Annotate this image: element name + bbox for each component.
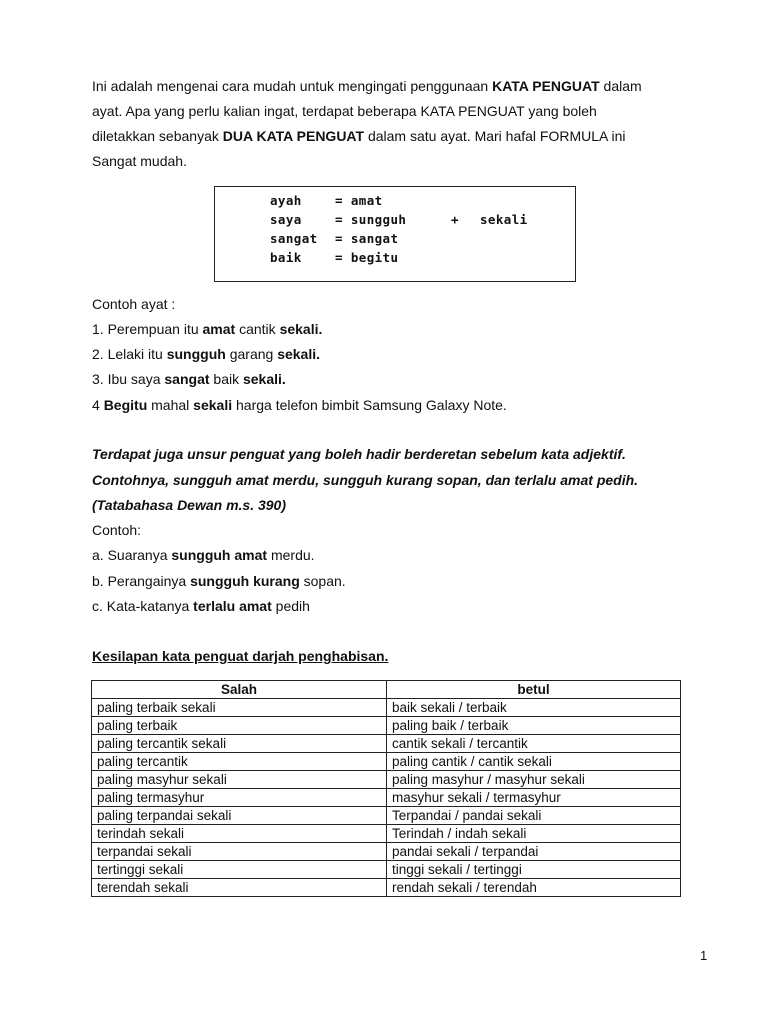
example-text: 3. Ibu saya <box>92 371 165 387</box>
formula-equivalent: = amat <box>335 193 383 208</box>
table-row <box>92 879 681 897</box>
example-text: cantik <box>235 321 280 337</box>
table-row <box>92 825 681 843</box>
example-text: garang <box>225 346 278 362</box>
formula-word: saya <box>270 212 302 227</box>
table-title: Kesilapan kata penguat darjah penghabisan. <box>92 648 389 664</box>
column-header-betul: betul <box>387 681 681 699</box>
example-sentence-4 <box>92 396 507 414</box>
cell-betul: cantik sekali / tercantik <box>387 735 681 753</box>
cell-betul: tinggi sekali / tertinggi <box>387 861 681 879</box>
intro-emphasis: DUA KATA PENGUAT <box>222 128 365 144</box>
example-text: harga telefon bimbit Samsung Galaxy Note. <box>232 397 507 413</box>
cell-betul: rendah sekali / terendah <box>387 879 681 897</box>
table-row <box>92 699 681 717</box>
cell-betul: paling masyhur / masyhur sekali <box>387 771 681 789</box>
cell-betul: paling baik / terbaik <box>387 717 681 735</box>
cell-betul: Terindah / indah sekali <box>387 825 681 843</box>
example-keyword: terlalu amat <box>193 598 272 614</box>
column-header-salah: Salah <box>92 681 387 699</box>
example-keyword: sekali. <box>277 346 321 362</box>
example-text: a. Suaranya <box>92 547 172 563</box>
example-text: 1. Perempuan itu <box>92 321 203 337</box>
table-row <box>92 807 681 825</box>
example-sentence-3 <box>92 370 286 388</box>
example2-item-c <box>92 597 310 615</box>
example-keyword: Begitu <box>103 397 148 413</box>
table-row <box>92 753 681 771</box>
example-sentence-2 <box>92 345 320 363</box>
intro-emphasis: KATA PENGUAT <box>492 78 600 94</box>
cell-salah: paling terbaik <box>92 717 387 735</box>
note-reference: (Tatabahasa Dewan m.s. 390) <box>92 497 287 513</box>
example-text: mahal <box>147 397 194 413</box>
formula-equivalent: = sangat <box>335 231 399 246</box>
example-text: sopan. <box>299 573 346 589</box>
examples-heading: Contoh ayat : <box>92 296 176 312</box>
table-row <box>92 789 681 807</box>
example2-item-b <box>92 572 346 590</box>
note-line-1: Terdapat juga unsur penguat yang boleh hadir berderetan sebelum kata adjektif. <box>92 446 626 462</box>
cell-salah: terpandai sekali <box>92 843 387 861</box>
example-keyword: sekali. <box>242 371 286 387</box>
example-text: pedih <box>271 598 310 614</box>
example-text: c. Kata-katanya <box>92 598 194 614</box>
example-text: baik <box>209 371 243 387</box>
table-row <box>92 735 681 753</box>
intro-line-2: ayat. Apa yang perlu kalian ingat, terdapat beberapa KATA PENGUAT yang boleh <box>92 103 597 119</box>
example-keyword: sekali. <box>279 321 323 337</box>
formula-equivalent: = sungguh <box>335 212 407 227</box>
note-line-2: Contohnya, sungguh amat merdu, sungguh kurang sopan, dan terlalu amat pedih. <box>92 472 639 488</box>
example-keyword: sungguh <box>166 346 226 362</box>
cell-betul: pandai sekali / terpandai <box>387 843 681 861</box>
formula-word: baik <box>270 250 302 265</box>
formula-plus: + <box>451 212 459 227</box>
example-keyword: amat <box>202 321 236 337</box>
cell-salah: paling masyhur sekali <box>92 771 387 789</box>
cell-salah: paling tercantik <box>92 753 387 771</box>
intro-line-1 <box>92 77 642 95</box>
cell-salah: terindah sekali <box>92 825 387 843</box>
formula-box <box>214 186 576 282</box>
intro-line-4: Sangat mudah. <box>92 153 187 169</box>
table-row <box>92 717 681 735</box>
example2-item-a <box>92 546 315 564</box>
page-number: 1 <box>700 948 708 963</box>
intro-text: Ini adalah mengenai cara mudah untuk mengingati penggunaan <box>92 78 493 94</box>
example-keyword: sekali <box>193 397 233 413</box>
examples2-heading: Contoh: <box>92 522 142 538</box>
intro-text: diletakkan sebanyak <box>92 128 223 144</box>
example-keyword: sungguh kurang <box>190 573 300 589</box>
cell-salah: paling terpandai sekali <box>92 807 387 825</box>
example-text: merdu. <box>267 547 315 563</box>
table-row <box>92 843 681 861</box>
example-keyword: sungguh amat <box>171 547 268 563</box>
cell-betul: baik sekali / terbaik <box>387 699 681 717</box>
cell-salah: tertinggi sekali <box>92 861 387 879</box>
formula-word: sangat <box>270 231 318 246</box>
cell-betul: Terpandai / pandai sekali <box>387 807 681 825</box>
cell-salah: terendah sekali <box>92 879 387 897</box>
table-row <box>92 771 681 789</box>
example-keyword: sangat <box>164 371 210 387</box>
example-sentence-1 <box>92 320 322 338</box>
cell-salah: paling terbaik sekali <box>92 699 387 717</box>
cell-salah: paling termasyhur <box>92 789 387 807</box>
formula-equivalent: = begitu <box>335 250 399 265</box>
formula-sekali: sekali <box>480 212 528 227</box>
intro-line-3 <box>92 127 626 145</box>
formula-word: ayah <box>270 193 302 208</box>
cell-betul: masyhur sekali / termasyhur <box>387 789 681 807</box>
cell-salah: paling tercantik sekali <box>92 735 387 753</box>
example-text: 2. Lelaki itu <box>92 346 167 362</box>
intro-text: dalam <box>599 78 642 94</box>
table-row <box>92 861 681 879</box>
table-header-row <box>92 681 681 699</box>
cell-betul: paling cantik / cantik sekali <box>387 753 681 771</box>
example-text: b. Perangainya <box>92 573 191 589</box>
example-text: 4 <box>92 397 104 413</box>
correction-table <box>91 680 681 897</box>
intro-text: dalam satu ayat. Mari hafal FORMULA ini <box>364 128 626 144</box>
